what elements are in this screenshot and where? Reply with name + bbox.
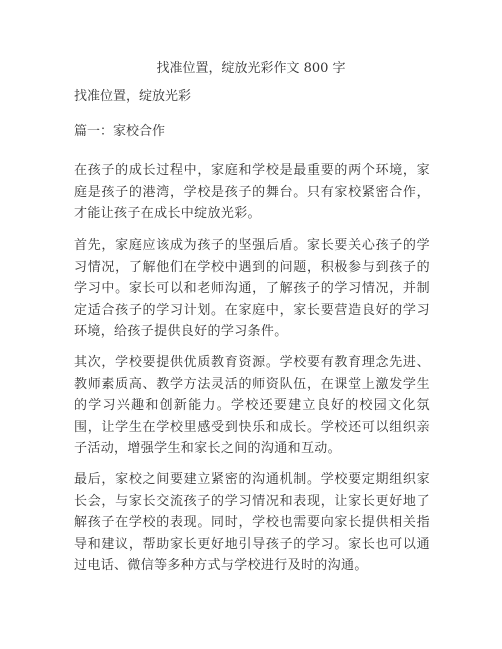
document-title: 找准位置，绽放光彩作文 800 字 <box>156 61 346 76</box>
paragraph-intro: 在孩子的成长过程中，家庭和学校是最重要的两个环境，家庭是孩子的港湾，学校是孩子的舞台。只有家校紧密合作，才能让孩子在成长中绽放光彩。 <box>74 163 430 221</box>
paragraph-family: 首先，家庭应该成为孩子的坚强后盾。家长要关心孩子的学习情况，了解他们在学校中遇到的问题，积极参与到孩子的学习中。家长可以和老师沟通，了解孩子的学习情况，并制定适合孩子的学习计划。在家庭中，家长要营造良好的学习环境，给孩子提供良好的学习条件。 <box>74 238 430 339</box>
paragraph-school: 其次，学校要提供优质教育资源。学校要有教育理念先进、教师素质高、教学方法灵活的师资队伍，在课堂上激发学生的学习兴趣和创新能力。学校还要建立良好的校园文化氛围，让学生在学校里感受到快乐和成长。学校还可以组织亲子活动，增强学生和家长之间的沟通和互动。 <box>74 355 430 456</box>
section-heading: 篇一：家校合作 <box>74 124 166 139</box>
essay-subtitle: 找准位置，绽放光彩 <box>74 89 192 104</box>
paragraph-communication: 最后，家校之间要建立紧密的沟通机制。学校要定期组织家长会，与家长交流孩子的学习情况和表现，让家长更好地了解孩子在学校的表现。同时，学校也需要向家长提供相关指导和建议，帮助家长更好地引导孩子的学习。家长也可以通过电话、微信等多种方式与学校进行及时的沟通。 <box>74 472 430 573</box>
